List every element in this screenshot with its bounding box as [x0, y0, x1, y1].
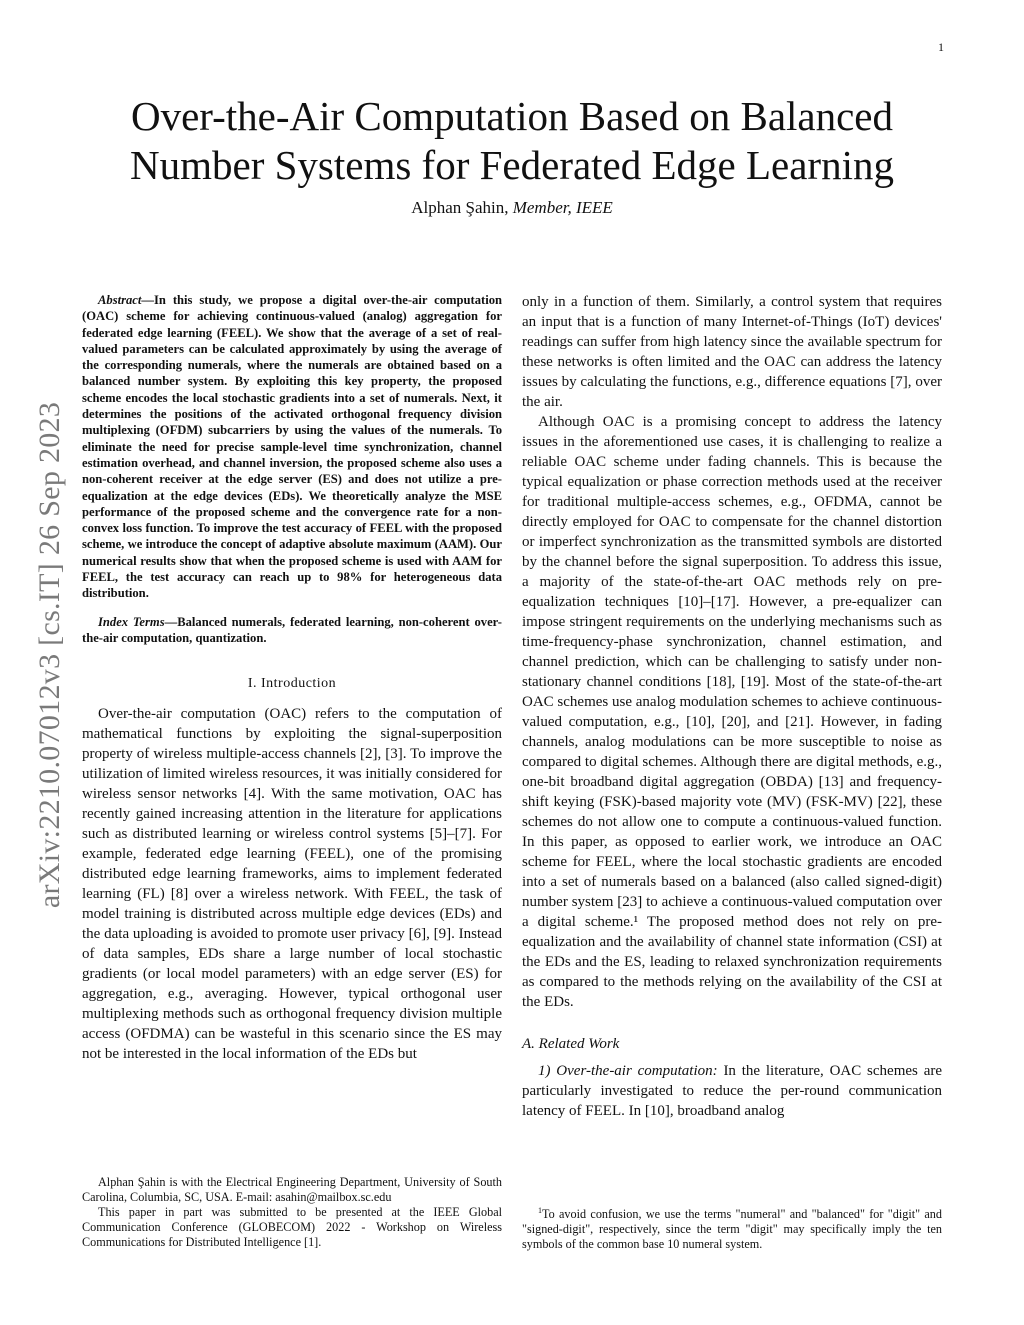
- title-line-1: Over-the-Air Computation Based on Balanced: [130, 93, 894, 139]
- right-footnotes: [522, 1203, 942, 1252]
- right-column: [522, 292, 942, 1121]
- footnote-affiliation: Alphan Şahin is with the Electrical Engineering Department, University of South Carolina, Columbia, SC, USA. E-mail: asahin@mailbox.sc.edu: [82, 1175, 502, 1204]
- right-paragraph-2: Although OAC is a promising concept to address the latency issues in the aforementioned use cases, it is challenging to realize a reliable OAC scheme under fading channels. This is because the typical equalization or phase correction methods used at the receiver for traditional multiple-access schemes, e.g., OFDMA, cannot be directly employed for OAC to compensate for the channel distortion or imperfect synchronization as the transmitted symbols are distorted by the channel before the signal superposition. To address this issue, a majority of the state-of-the-art OAC methods rely on pre-equalization techniques [10]–[17]. However, a pre-equalizer can impose stringent requirements on the underlying mechanisms such as time-frequency-phase synchronization, channel estimation, and channel prediction, which can be challenging to satisfy under non-stationary channel conditions [18], [19]. Most of the state-of-the-art OAC schemes use analog modulation schemes to achieve continuous-valued computation, e.g., [10], [20], and [21]. However, in fading channels, analog modulations can be more susceptible to noise as compared to digital schemes. Although there are digital methods, e.g., one-bit broadband digital aggregation (OBDA) [13] and frequency-shift keying (FSK)-based majority vote (MV) (FSK-MV) [22], these schemes do not allow one to compute a continuous-valued function. In this paper, as opposed to earlier work, we introduce an OAC scheme for FEEL, where the local stochastic gradients are encoded into a set of numerals based on a balanced (also called signed-digit) number system [23] to achieve a continuous-valued computation over a digital scheme.¹ The proposed method does not rely on pre-equalization and the availability of channel state information (CSI) at the EDs and the ES, leading to relaxed synchronization requirements as compared to the methods relying on the availability of the CSI at the EDs.: [522, 414, 942, 1010]
- title-line-2: Number Systems for Federated Edge Learning: [130, 142, 894, 188]
- right-paragraph-3: [522, 1061, 942, 1121]
- right-paragraph-3-text: In the literature, OAC schemes are particularly investigated to reduce the per-round communication latency of FEEL. In [10], broadband analog: [522, 1063, 942, 1119]
- index-terms: [82, 614, 502, 647]
- section-heading: I. Introduction: [247, 676, 337, 692]
- index-terms-text: —Balanced numerals, federated learning, non-coherent over-the-air computation, quantization.: [82, 614, 502, 645]
- footnote-mark: 1: [538, 1206, 542, 1215]
- abstract: [82, 292, 502, 602]
- arxiv-identifier: arXiv:2210.07012v3 [cs.IT] 26 Sep 2023: [33, 401, 66, 909]
- page-number: 1: [938, 40, 944, 54]
- author-line: [100, 198, 924, 218]
- index-terms-label: Index Terms: [98, 614, 165, 629]
- author-role: Member, IEEE: [512, 198, 613, 217]
- arxiv-stamp: [33, 370, 66, 940]
- author-name: Alphan Şahin,: [411, 198, 509, 217]
- intro-paragraph: Over-the-air computation (OAC) refers to the computation of mathematical functions by exploiting the signal-superposition property of wireless multiple-access channels [2], [3]. To improve the utilization of limited wireless resources, it was initially considered for wireless sensor networks [4]. With the same motivation, OAC has recently gained increasing attention in the literature for applications such as distributed learning or wireless control systems [5]–[7]. For example, federated edge learning (FEEL), one of the promising distributed edge learning frameworks, aims to implement federated learning (FL) [8] over a wireless network. With FEEL, the task of model training is distributed across multiple edge devices (EDs) and the data uploading is avoided to promote user privacy [6], [9]. Instead of data samples, EDs share a large number of local stochastic gradients (or local model parameters) with an edge server (ES) for aggregation, e.g., averaging. However, typical orthogonal user multiplexing methods such as orthogonal frequency division multiple access (OFDMA) can be wasteful in this scenario since the ES may not be interested in the local information of the EDs but: [82, 706, 502, 1063]
- subsection-heading: A. Related Work: [522, 1036, 620, 1052]
- footnote-conference: This paper in part was submitted to be presented at the IEEE Global Communication Conference (GLOBECOM) 2022 - Workshop on Wireless Communications for Distributed Intelligence [1].: [82, 1205, 502, 1249]
- paper-title: [100, 92, 924, 190]
- footnote-1: [522, 1203, 942, 1252]
- left-footnotes: [82, 1175, 502, 1250]
- subsubsection-label: 1) Over-the-air computation:: [538, 1063, 718, 1079]
- abstract-label: Abstract: [98, 293, 142, 307]
- right-paragraph-1: only in a function of them. Similarly, a control system that requires an input that is a function of many Internet-of-Things (IoT) devices' readings can suffer from high latency since the available spectrum for these networks is often limited and the OAC can address the latency issues by calculating the functions, e.g., difference equations [7], over the air.: [522, 294, 942, 410]
- left-column: [82, 292, 502, 1064]
- abstract-text: —In this study, we propose a digital over-the-air computation (OAC) scheme for achieving continuous-valued (analog) aggregation for federated edge learning (FEEL). We show that the average of a set of real-valued parameters can be calculated approximately by using the average of the corresponding numerals, where the numerals are obtained based on a balanced number system. By exploiting this key property, the proposed scheme encodes the local stochastic gradients into a set of numerals. Next, it determines the positions of the activated orthogonal frequency division multiplexing (OFDM) subcarriers by using the values of the numerals. To eliminate the need for precise sample-level time synchronization, channel estimation overhead, and channel inversion, the proposed scheme also uses a non-coherent receiver at the edge server (ES) and does not utilize a pre-equalization at the edge devices (EDs). We theoretically analyze the MSE performance of the proposed scheme and the convergence rate for a non-convex loss function. To improve the test accuracy of FEEL with the proposed scheme, we introduce the concept of adaptive absolute maximum (AAM). Our numerical results show that when the proposed scheme is used with AAM for FEEL, the test accuracy can reach up to 98% for heterogeneous data distribution.: [82, 293, 502, 601]
- footnote-1-text: To avoid confusion, we use the terms "numeral" and "balanced" for "digit" and "signed-digit", respectively, since the term "digit" may specifically imply the ten symbols of the common base 10 numeral system.: [522, 1207, 942, 1252]
